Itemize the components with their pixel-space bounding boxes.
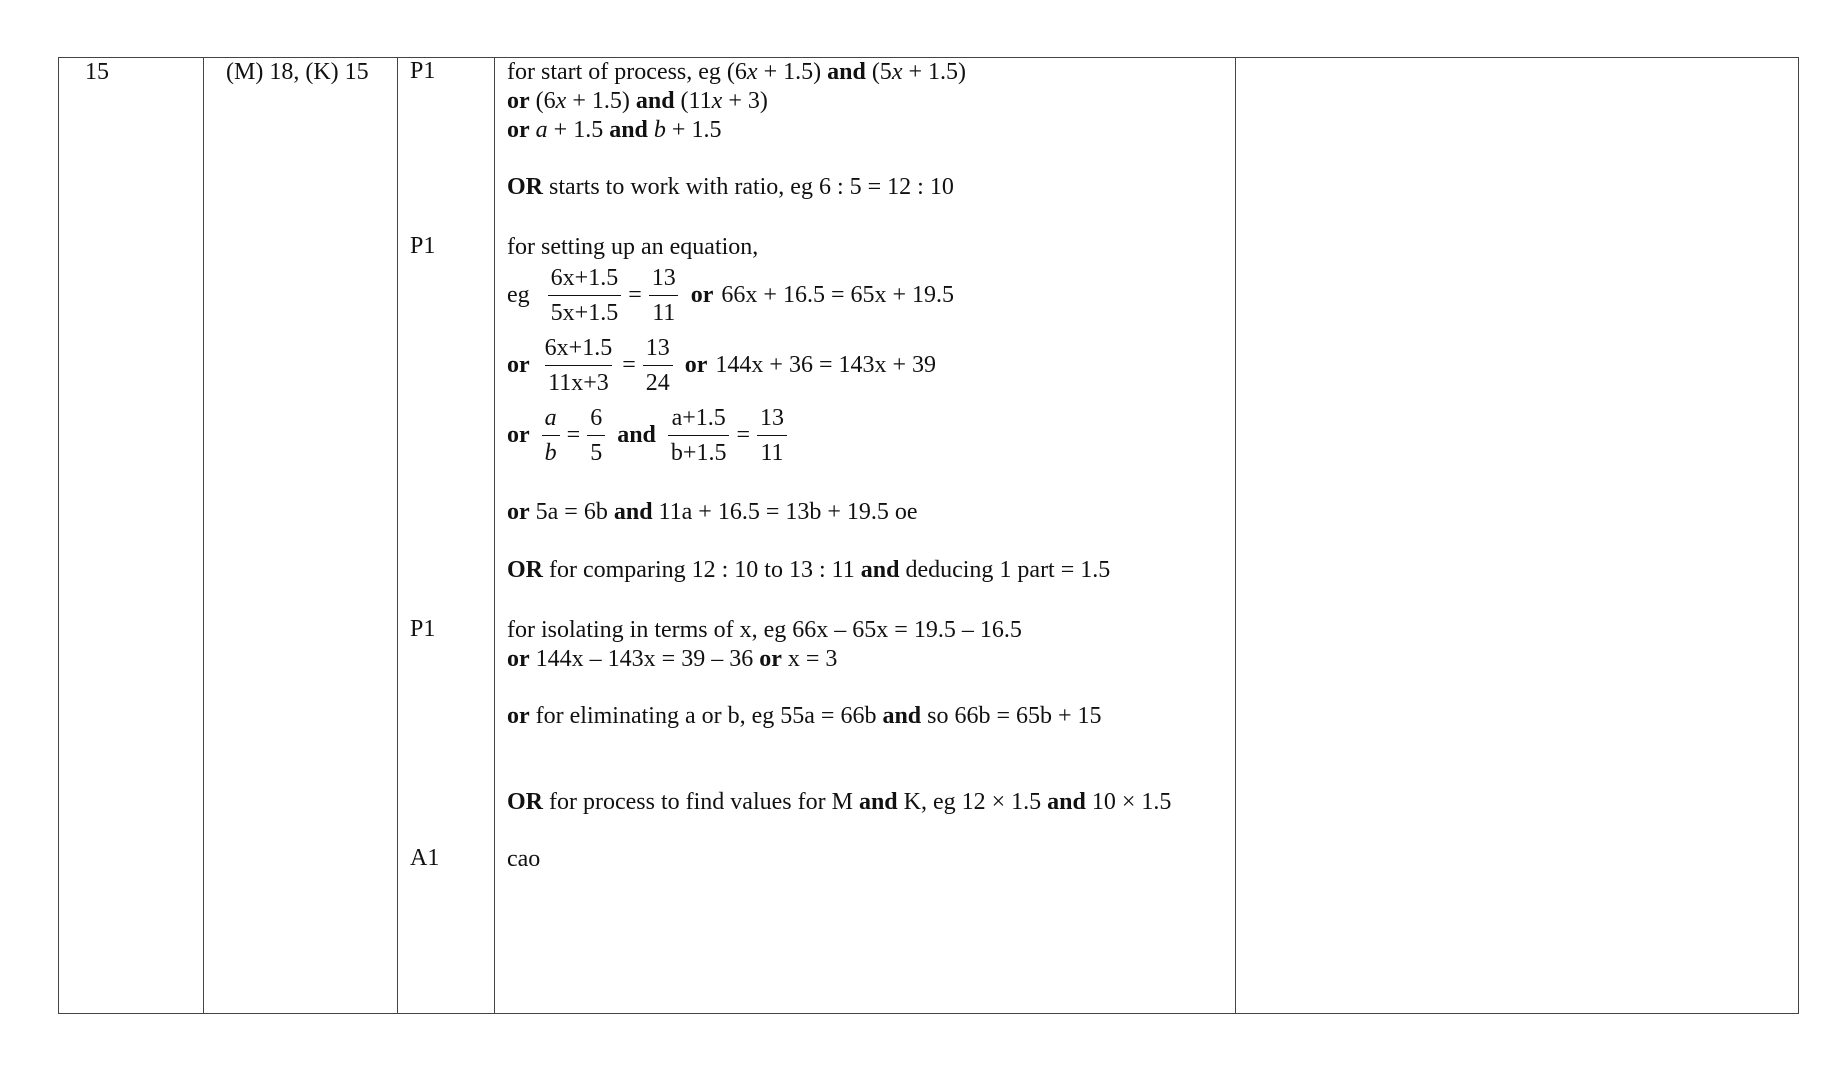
- fraction: $\frac{13}{24}$: [643, 333, 673, 398]
- note-ratio: OR starts to work with ratio, eg 6 : 5 = 12 : 10: [507, 174, 954, 200]
- fraction: $\frac{13}{11}$: [757, 403, 787, 468]
- fraction: $\frac{a}{b}$: [542, 403, 560, 468]
- fraction: $\frac{13}{11}$: [649, 263, 679, 328]
- additional-guidance-cell: [1236, 58, 1799, 1014]
- note-isolating: for isolating in terms of x, eg 66x – 65x = 19.5 – 16.5: [507, 617, 1022, 643]
- question-number-cell: [59, 58, 204, 1014]
- note-find-values: OR for process to find values for M and K, eg 12 × 1.5 and 10 × 1.5: [507, 789, 1172, 815]
- note-alt-equation: or 5a = 6b and 11a + 16.5 = 13b + 19.5 oe: [507, 499, 918, 525]
- eg-label: eg: [507, 282, 530, 308]
- equation-2: or $\frac{6x+1.5}{11x+3}$ = $\frac{13}{24}$ or 144x + 36 = 143x + 39: [507, 335, 937, 396]
- answer-cell: [204, 58, 398, 1014]
- note-eliminating: or for eliminating a or b, eg 55a = 66b and so 66b = 65b + 15: [507, 703, 1102, 729]
- equation-3: or $\frac{a}{b}$ = $\frac{6}{5}$ and $\frac{a+1.5}{b+1.5}$ = $\frac{13}{11}$: [507, 403, 791, 468]
- fraction: $\frac{a+1.5}{b+1.5}$: [668, 403, 730, 468]
- fraction: $\frac{6}{5}$: [587, 403, 605, 468]
- mark-p1-third: P1: [410, 616, 436, 642]
- note-setting-equation: for setting up an equation,: [507, 234, 759, 260]
- note-start-process-alt2: or a + 1.5 and b + 1.5: [507, 117, 722, 143]
- equation-rhs: 66x + 16.5 = 65x + 19.5: [721, 282, 955, 308]
- fraction: $\frac{6x+1.5}{5x+1.5}$: [548, 263, 622, 328]
- note-start-process-alt1: or (6x + 1.5) and (11x + 3): [507, 88, 768, 114]
- fraction: $\frac{6x+1.5}{11x+3}$: [544, 335, 613, 396]
- mark-p1-second: P1: [410, 233, 436, 259]
- note-comparing-ratios: OR for comparing 12 : 10 to 13 : 11 and deducing 1 part = 1.5: [507, 557, 1111, 583]
- mark-p1-first: P1: [410, 58, 436, 84]
- mark-scheme-table: [58, 57, 1799, 1014]
- question-number: 15: [85, 59, 109, 85]
- marks-cell: [398, 58, 495, 1014]
- table-row: [59, 58, 1799, 1014]
- equation-1: eg $\frac{6x+1.5}{5x+1.5}$ = $\frac{13}{11}$ or 66x + 16.5 = 65x + 19.5: [507, 265, 955, 326]
- answer-text: (M) 18, (K) 15: [226, 59, 369, 85]
- note-start-process: for start of process, eg (6x + 1.5) and (5x + 1.5): [507, 59, 966, 85]
- equation-rhs: 144x + 36 = 143x + 39: [715, 352, 937, 378]
- mark-a1: A1: [410, 845, 440, 871]
- note-cao: cao: [507, 846, 541, 872]
- mark-notes-cell: [495, 58, 1236, 1014]
- note-isolating-alt: or 144x – 143x = 39 – 36 or x = 3: [507, 646, 838, 672]
